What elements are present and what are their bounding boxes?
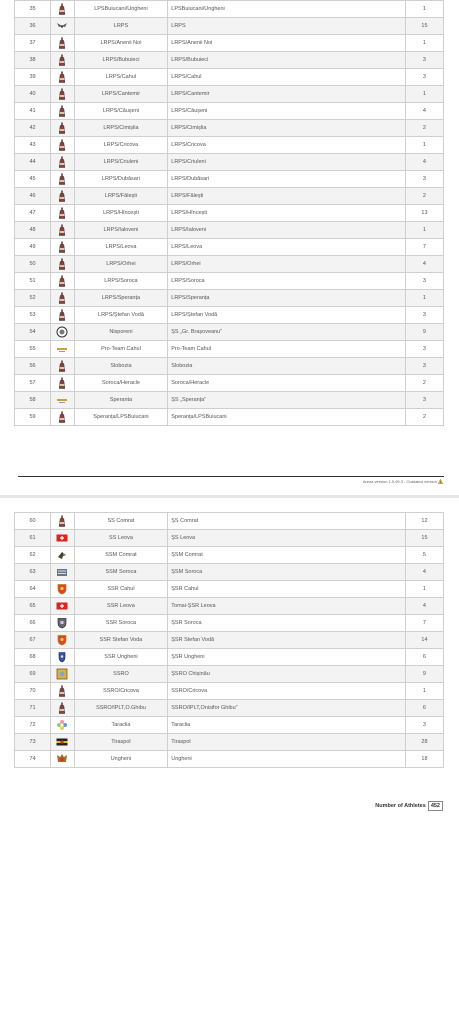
bottle-icon	[56, 190, 68, 202]
club-full-name: LRPS/Speranța	[168, 290, 406, 307]
club-short-name: SSR Ungheni	[74, 649, 168, 666]
table-row	[15, 154, 444, 171]
row-number: 70	[15, 683, 51, 700]
club-logo	[51, 171, 75, 188]
row-number: 67	[15, 632, 51, 649]
table-row	[15, 35, 444, 52]
bottle-icon	[56, 54, 68, 66]
club-full-name: LRPS/Criuleni	[168, 154, 406, 171]
table-row	[15, 615, 444, 632]
club-logo	[51, 564, 75, 581]
athlete-count: 5	[405, 547, 443, 564]
bottle-icon	[56, 411, 68, 423]
club-full-name: LRPS/Cahul	[168, 69, 406, 86]
gold-crest-icon	[56, 668, 68, 680]
table-row	[15, 666, 444, 683]
table-row	[15, 717, 444, 734]
club-logo	[51, 86, 75, 103]
row-number: 59	[15, 409, 51, 426]
athlete-count: 6	[405, 649, 443, 666]
club-full-name: LRPS/Leova	[168, 239, 406, 256]
athlete-count: 4	[405, 154, 443, 171]
table-row	[15, 513, 444, 530]
club-short-name: Pro-Team Cahul	[74, 341, 168, 358]
athlete-count: 3	[405, 307, 443, 324]
club-logo	[51, 69, 75, 86]
club-full-name: LPSBuiucani/Ungheni	[168, 1, 406, 18]
club-full-name: LRPS/Anenii Noi	[168, 35, 406, 52]
athlete-count: 3	[405, 52, 443, 69]
warning-icon	[438, 479, 443, 484]
club-full-name: SSRO/IPLT,Onisifor Ghibu”	[168, 700, 406, 717]
row-number: 50	[15, 256, 51, 273]
athlete-count: 7	[405, 239, 443, 256]
club-full-name: LRPS/Ștefan Vodă	[168, 307, 406, 324]
bottle-icon	[56, 88, 68, 100]
club-full-name: LRPS/Orhei	[168, 256, 406, 273]
row-number: 55	[15, 341, 51, 358]
total-value: 452	[428, 801, 443, 811]
club-short-name: SSRO	[74, 666, 168, 683]
coat-of-arms-icon	[56, 753, 68, 765]
row-number: 74	[15, 751, 51, 768]
table-row	[15, 649, 444, 666]
bottle-icon	[56, 309, 68, 321]
flag-icon	[56, 736, 68, 748]
bottle-icon	[56, 702, 68, 714]
club-full-name: LRPS/Dubăsari	[168, 171, 406, 188]
club-logo	[51, 256, 75, 273]
club-short-name: SS Comrat	[74, 513, 168, 530]
club-logo	[51, 734, 75, 751]
club-logo	[51, 409, 75, 426]
club-logo	[51, 358, 75, 375]
table-row	[15, 188, 444, 205]
row-number: 69	[15, 666, 51, 683]
bottle-icon	[56, 275, 68, 287]
club-full-name: SSRO/Cricova	[168, 683, 406, 700]
row-number: 64	[15, 581, 51, 598]
club-logo	[51, 18, 75, 35]
club-full-name: LRPS	[168, 18, 406, 35]
club-logo	[51, 307, 75, 324]
club-short-name: LRPS/Fălești	[74, 188, 168, 205]
table-row	[15, 324, 444, 341]
table-row	[15, 598, 444, 615]
club-short-name: LPSBuiucani/Ungheni	[74, 1, 168, 18]
row-number: 63	[15, 564, 51, 581]
club-short-name: SSRO/IPLT,O.Ghibu	[74, 700, 168, 717]
row-number: 40	[15, 86, 51, 103]
club-logo	[51, 273, 75, 290]
club-short-name: LRPS/Bubuieci	[74, 52, 168, 69]
athlete-count: 2	[405, 120, 443, 137]
bottle-icon	[56, 207, 68, 219]
athlete-count: 1	[405, 581, 443, 598]
row-number: 54	[15, 324, 51, 341]
table-row	[15, 137, 444, 154]
table-row	[15, 564, 444, 581]
athlete-count: 1	[405, 1, 443, 18]
bottle-icon	[56, 122, 68, 134]
athlete-count: 3	[405, 358, 443, 375]
club-logo	[51, 205, 75, 222]
athlete-count: 1	[405, 683, 443, 700]
club-short-name: LRPS/Cantemir	[74, 86, 168, 103]
row-number: 73	[15, 734, 51, 751]
athlete-count: 3	[405, 392, 443, 409]
clubs-table-page-1	[14, 0, 444, 426]
bottle-icon	[56, 173, 68, 185]
club-full-name: ȘSM Soroca	[168, 564, 406, 581]
table-row	[15, 751, 444, 768]
bottle-icon	[56, 224, 68, 236]
club-full-name: Tomai-ȘSR Leova	[168, 598, 406, 615]
row-number: 43	[15, 137, 51, 154]
club-short-name: Taraclia	[74, 717, 168, 734]
club-logo	[51, 581, 75, 598]
bottle-icon	[56, 156, 68, 168]
bottle-icon	[56, 139, 68, 151]
bottle-icon	[56, 292, 68, 304]
athlete-count: 3	[405, 717, 443, 734]
club-logo	[51, 154, 75, 171]
bottle-icon	[56, 685, 68, 697]
row-number: 62	[15, 547, 51, 564]
bottle-icon	[56, 105, 68, 117]
row-number: 38	[15, 52, 51, 69]
club-short-name: SSM Comrat	[74, 547, 168, 564]
athlete-count: 4	[405, 256, 443, 273]
row-number: 51	[15, 273, 51, 290]
club-short-name: Ungheni	[74, 751, 168, 768]
athlete-count: 14	[405, 632, 443, 649]
club-full-name: LRPS/Cricova	[168, 137, 406, 154]
club-logo	[51, 137, 75, 154]
club-full-name: Pro-Team Cahul	[168, 341, 406, 358]
athlete-count: 18	[405, 751, 443, 768]
athlete-count: 7	[405, 615, 443, 632]
bottle-icon	[56, 515, 68, 527]
club-short-name: Speranța/LPSBuiucani	[74, 409, 168, 426]
version-text: Arena version 1.5.99.3 - Outdated version	[362, 479, 437, 484]
table-row	[15, 734, 444, 751]
club-full-name: LRPS/Bubuieci	[168, 52, 406, 69]
club-logo	[51, 547, 75, 564]
club-short-name: SSR Stefan Voda	[74, 632, 168, 649]
table-row	[15, 171, 444, 188]
table-row	[15, 239, 444, 256]
athlete-count: 2	[405, 375, 443, 392]
athlete-count: 15	[405, 18, 443, 35]
club-short-name: Nisporeni	[74, 324, 168, 341]
row-number: 49	[15, 239, 51, 256]
club-logo	[51, 35, 75, 52]
club-logo	[51, 513, 75, 530]
page-separator	[0, 495, 459, 498]
table-row	[15, 120, 444, 137]
athlete-count: 4	[405, 103, 443, 120]
club-logo	[51, 717, 75, 734]
bird-icon	[56, 549, 68, 561]
club-logo	[51, 666, 75, 683]
club-logo	[51, 375, 75, 392]
small-text-logo-icon	[56, 394, 68, 406]
row-number: 56	[15, 358, 51, 375]
athlete-count: 3	[405, 273, 443, 290]
club-logo	[51, 52, 75, 69]
row-number: 71	[15, 700, 51, 717]
athlete-count: 6	[405, 700, 443, 717]
club-short-name: LRPS/Soroca	[74, 273, 168, 290]
club-short-name: LRPS/Dubăsari	[74, 171, 168, 188]
table-row	[15, 375, 444, 392]
club-short-name: LRPS	[74, 18, 168, 35]
row-number: 46	[15, 188, 51, 205]
table-row	[15, 86, 444, 103]
club-full-name: Ungheni	[168, 751, 406, 768]
club-short-name: LRPS/Cimișlia	[74, 120, 168, 137]
athlete-count: 1	[405, 35, 443, 52]
athlete-count: 3	[405, 171, 443, 188]
club-short-name: SSR Cahul	[74, 581, 168, 598]
page-one	[14, 0, 444, 426]
row-number: 42	[15, 120, 51, 137]
total-label: Number of Athletes	[375, 803, 426, 809]
table-row	[15, 205, 444, 222]
club-short-name: Speranta	[74, 392, 168, 409]
club-short-name: LRPS/Cricova	[74, 137, 168, 154]
club-full-name: Speranța/LPSBuiucani	[168, 409, 406, 426]
club-short-name: Slobozia	[74, 358, 168, 375]
shield-icon	[56, 634, 68, 646]
club-short-name: LRPS/Anenii Noi	[74, 35, 168, 52]
club-logo	[51, 188, 75, 205]
club-full-name: ȘSR Stefan Vodă	[168, 632, 406, 649]
club-short-name: SSR Leova	[74, 598, 168, 615]
club-full-name: ȘSR Ungheni	[168, 649, 406, 666]
row-number: 61	[15, 530, 51, 547]
athlete-count: 4	[405, 598, 443, 615]
club-logo	[51, 341, 75, 358]
club-full-name: ȘSR Cahul	[168, 581, 406, 598]
club-short-name: LRPS/Cahul	[74, 69, 168, 86]
club-short-name: LRPS/Căușeni	[74, 103, 168, 120]
row-number: 41	[15, 103, 51, 120]
club-full-name: Slobozia	[168, 358, 406, 375]
table-row	[15, 290, 444, 307]
row-number: 68	[15, 649, 51, 666]
table-row	[15, 581, 444, 598]
club-full-name: LRPS/Cantemir	[168, 86, 406, 103]
athlete-count: 9	[405, 666, 443, 683]
athlete-count: 12	[405, 513, 443, 530]
table-row	[15, 103, 444, 120]
athlete-count: 3	[405, 69, 443, 86]
athlete-count: 2	[405, 188, 443, 205]
bottle-icon	[56, 377, 68, 389]
club-full-name: ȘSRO Chișinău	[168, 666, 406, 683]
athlete-count: 1	[405, 86, 443, 103]
row-number: 36	[15, 18, 51, 35]
bottle-icon	[56, 241, 68, 253]
club-logo	[51, 222, 75, 239]
wings-icon	[56, 20, 68, 32]
bottle-icon	[56, 37, 68, 49]
club-short-name: LRPS/Orhei	[74, 256, 168, 273]
small-text-logo-icon	[56, 343, 68, 355]
club-short-name: SS Leova	[74, 530, 168, 547]
bottle-icon	[56, 360, 68, 372]
row-number: 35	[15, 1, 51, 18]
club-short-name: LRPS/Ialoveni	[74, 222, 168, 239]
row-number: 39	[15, 69, 51, 86]
club-logo	[51, 392, 75, 409]
club-logo	[51, 239, 75, 256]
table-row	[15, 52, 444, 69]
athlete-count: 2	[405, 409, 443, 426]
club-full-name: ȘS Comrat	[168, 513, 406, 530]
club-full-name: ȘS Leova	[168, 530, 406, 547]
row-number: 47	[15, 205, 51, 222]
red-flag-icon	[56, 600, 68, 612]
flower-emblem-icon	[56, 719, 68, 731]
club-logo	[51, 700, 75, 717]
table-row	[15, 256, 444, 273]
club-logo	[51, 530, 75, 547]
row-number: 53	[15, 307, 51, 324]
row-number: 37	[15, 35, 51, 52]
club-logo	[51, 649, 75, 666]
round-emblem-icon	[56, 326, 68, 338]
club-short-name: LRPS/Leova	[74, 239, 168, 256]
table-row	[15, 307, 444, 324]
club-short-name: SSM Soroca	[74, 564, 168, 581]
blue-shield-icon	[56, 651, 68, 663]
row-number: 57	[15, 375, 51, 392]
athlete-count: 9	[405, 324, 443, 341]
club-full-name: Taraclia	[168, 717, 406, 734]
club-full-name: LRPS/Cimișlia	[168, 120, 406, 137]
row-number: 48	[15, 222, 51, 239]
athlete-count: 15	[405, 530, 443, 547]
row-number: 45	[15, 171, 51, 188]
club-full-name: LRPS/Fălești	[168, 188, 406, 205]
table-row	[15, 632, 444, 649]
row-number: 58	[15, 392, 51, 409]
clubs-table-page-2	[14, 512, 444, 768]
table-row	[15, 18, 444, 35]
athletes-total	[375, 801, 443, 811]
table-row	[15, 700, 444, 717]
table-row	[15, 530, 444, 547]
table-row	[15, 358, 444, 375]
club-full-name: Soroca/Heracle	[168, 375, 406, 392]
row-number: 72	[15, 717, 51, 734]
club-short-name: Soroca/Heracle	[74, 375, 168, 392]
athlete-count: 4	[405, 564, 443, 581]
page-two	[14, 512, 444, 768]
footer-divider	[18, 476, 444, 477]
table-row	[15, 222, 444, 239]
crest-icon	[56, 617, 68, 629]
club-full-name: ȘS „Gr. Brașoveanu”	[168, 324, 406, 341]
athlete-count: 3	[405, 341, 443, 358]
row-number: 65	[15, 598, 51, 615]
club-logo	[51, 751, 75, 768]
club-full-name: ȘSR Soroca	[168, 615, 406, 632]
bottle-icon	[56, 3, 68, 15]
club-logo	[51, 103, 75, 120]
club-full-name: ȘSM Comrat	[168, 547, 406, 564]
club-short-name: LRPS/Ștefan Vodă	[74, 307, 168, 324]
bottle-icon	[56, 258, 68, 270]
club-short-name: SSR Soroca	[74, 615, 168, 632]
club-full-name: Tiraspol	[168, 734, 406, 751]
club-logo	[51, 683, 75, 700]
table-row	[15, 683, 444, 700]
club-logo	[51, 615, 75, 632]
club-full-name: LRPS/Hîncești	[168, 205, 406, 222]
club-full-name: ȘS „Speranța”	[168, 392, 406, 409]
club-full-name: LRPS/Căușeni	[168, 103, 406, 120]
shield-icon	[56, 583, 68, 595]
table-row	[15, 392, 444, 409]
club-short-name: LRPS/Criuleni	[74, 154, 168, 171]
club-short-name: LRPS/Speranța	[74, 290, 168, 307]
row-number: 52	[15, 290, 51, 307]
table-row	[15, 341, 444, 358]
club-logo	[51, 598, 75, 615]
building-icon	[56, 566, 68, 578]
row-number: 44	[15, 154, 51, 171]
athlete-count: 28	[405, 734, 443, 751]
bottle-icon	[56, 71, 68, 83]
club-short-name: Tiraspol	[74, 734, 168, 751]
club-logo	[51, 1, 75, 18]
club-logo	[51, 120, 75, 137]
club-logo	[51, 290, 75, 307]
table-row	[15, 409, 444, 426]
athlete-count: 1	[405, 290, 443, 307]
version-footer	[363, 479, 443, 484]
club-full-name: LRPS/Soroca	[168, 273, 406, 290]
club-short-name: LRPS/Hîncești	[74, 205, 168, 222]
row-number: 66	[15, 615, 51, 632]
table-row	[15, 547, 444, 564]
athlete-count: 1	[405, 137, 443, 154]
row-number: 60	[15, 513, 51, 530]
club-short-name: SSRO/Cricova	[74, 683, 168, 700]
club-logo	[51, 324, 75, 341]
table-row	[15, 69, 444, 86]
red-flag-icon	[56, 532, 68, 544]
table-row	[15, 1, 444, 18]
athlete-count: 1	[405, 222, 443, 239]
club-logo	[51, 632, 75, 649]
table-row	[15, 273, 444, 290]
athlete-count: 13	[405, 205, 443, 222]
club-full-name: LRPS/Ialoveni	[168, 222, 406, 239]
